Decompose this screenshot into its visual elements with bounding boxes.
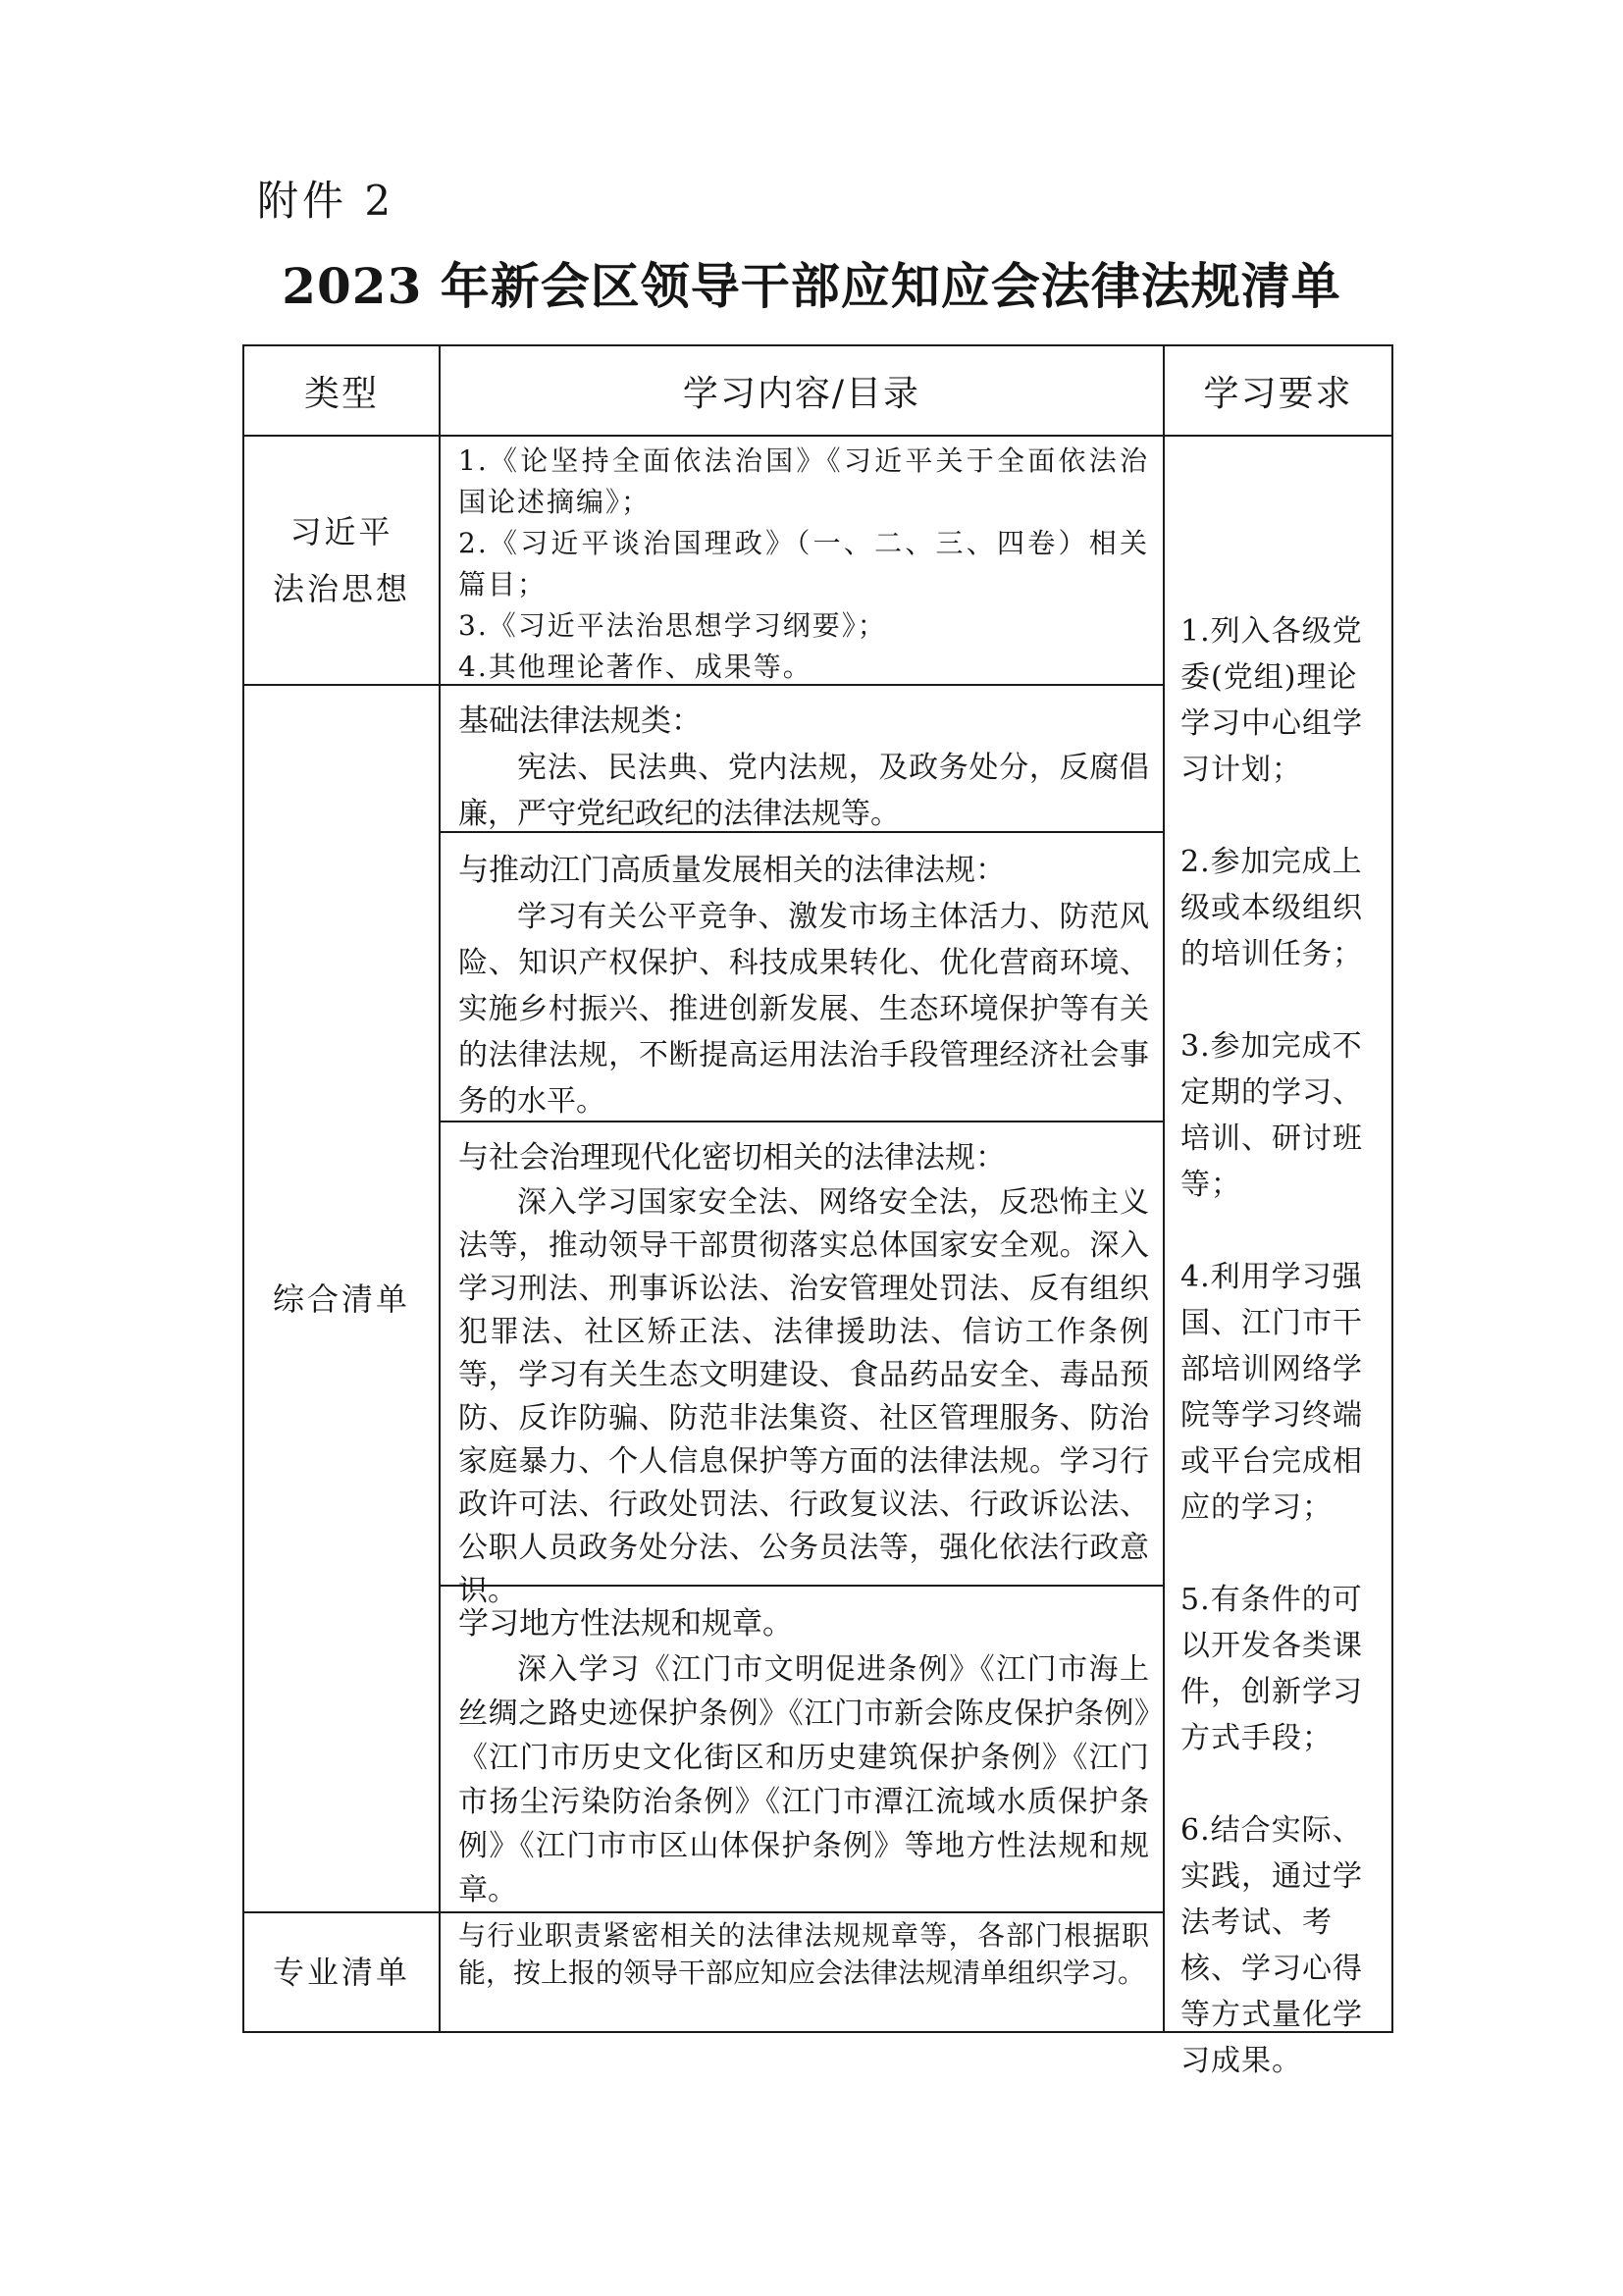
requirement-item: 1.列入各级党委(党组)理论学习中心组学习计划； xyxy=(1180,614,1363,787)
section-heading: 与推动江门高质量发展相关的法律法规： xyxy=(458,853,1006,888)
type-professional: 专业清单 xyxy=(272,1954,410,1991)
header-type: 类型 xyxy=(303,373,379,414)
section-body: 深入学习国家安全法、网络安全法，反恐怖主义法等，推动领导干部贯彻落实总体国家安全观。深入学习刑法、刑事诉讼法、治安管理处罚法、反有组织犯罪法、社区矫正法、法律援助法、信访工作条例等，学习有关生态文明建设、食品药品安全、毒品预防、反诈防骗、防范非法集资、社区管理服务、防治家庭暴力、个人信息保护等方面的法律法规。学习行政许可法、行政处罚法、行政复议法、行政诉讼法、公职人员政务处分法、公务员法等，强化依法行政意识。 xyxy=(458,1185,1149,1608)
section-body: 学习有关公平竞争、激发市场主体活力、防范风险、知识产权保护、科技成果转化、优化营商环境、实施乡村振兴、推进创新发展、生态环境保护等有关的法律法规，不断提高运用法治手段管理经济社会事务的水平。 xyxy=(458,900,1149,1119)
content-professional xyxy=(441,1913,1163,2031)
content-xi-list xyxy=(441,433,1163,684)
list-item: 3.《习近平法治思想学习纲要》； xyxy=(458,609,887,642)
requirement-item: 3.参加完成不定期的学习、培训、研讨班等； xyxy=(1180,1029,1363,1202)
section-heading: 基础法律法规类： xyxy=(458,704,702,739)
type-xi-line2: 法治思想 xyxy=(272,570,410,607)
section-heading: 学习地方性法规和规章。 xyxy=(458,1606,793,1642)
type-comprehensive: 综合清单 xyxy=(272,1279,410,1318)
requirement-item: 5.有条件的可以开发各类课件，创新学习方式手段； xyxy=(1180,1583,1363,1755)
list-item: 1.《论坚持全面依法治国》《习近平关于全面依法治国论述摘编》； xyxy=(458,444,1149,518)
section-body: 宪法、民法典、党内法规，及政务处分，反腐倡廉，严守党纪政纪的法律法规等。 xyxy=(458,751,1149,831)
content-basic-laws xyxy=(441,692,1163,831)
attachment-label: 附件 2 xyxy=(257,177,395,225)
requirement-item: 2.参加完成上级或本级组织的培训任务； xyxy=(1180,845,1363,971)
section-heading: 与社会治理现代化密切相关的法律法规： xyxy=(458,1140,1006,1175)
section-body: 深入学习《江门市文明促进条例》《江门市海上丝绸之路史迹保护条例》《江门市新会陈皮保护条例》《江门市历史文化街区和历史建筑保护条例》《江门市扬尘污染防治条例》《江门市潭江流域水质保护条例》《江门市市区山体保护条例》等地方性法规和规章。 xyxy=(458,1652,1149,1907)
content-development-laws xyxy=(441,841,1163,1121)
content-local-regulations xyxy=(441,1594,1163,1911)
document-title: 2023 年新会区领导干部应知应会法律法规清单 xyxy=(282,257,1341,315)
requirement-item: 6.结合实际、实践，通过学法考试、考核、学习心得等方式量化学习成果。 xyxy=(1180,1813,1363,2078)
professional-body: 与行业职责紧密相关的法律法规规章等，各部门根据职能，按上报的领导干部应知应会法律法规清单组织学习。 xyxy=(458,1919,1149,1989)
list-item: 2.《习近平谈治国理政》（一、二、三、四卷）相关篇目； xyxy=(458,527,1149,600)
header-content: 学习内容/目录 xyxy=(682,373,921,414)
table-border-right xyxy=(1391,344,1393,2033)
type-xi-thought xyxy=(244,437,439,684)
requirements-list xyxy=(1165,608,1391,2078)
list-item: 4.其他理论著作、成果等。 xyxy=(458,651,812,683)
type-xi-line1: 习近平 xyxy=(289,513,393,550)
requirement-item: 4.利用学习强国、江门市干部培训网络学院等学习终端或平台完成相应的学习； xyxy=(1180,1260,1363,1525)
content-governance-laws xyxy=(441,1128,1163,1608)
header-requirement: 学习要求 xyxy=(1203,373,1353,414)
